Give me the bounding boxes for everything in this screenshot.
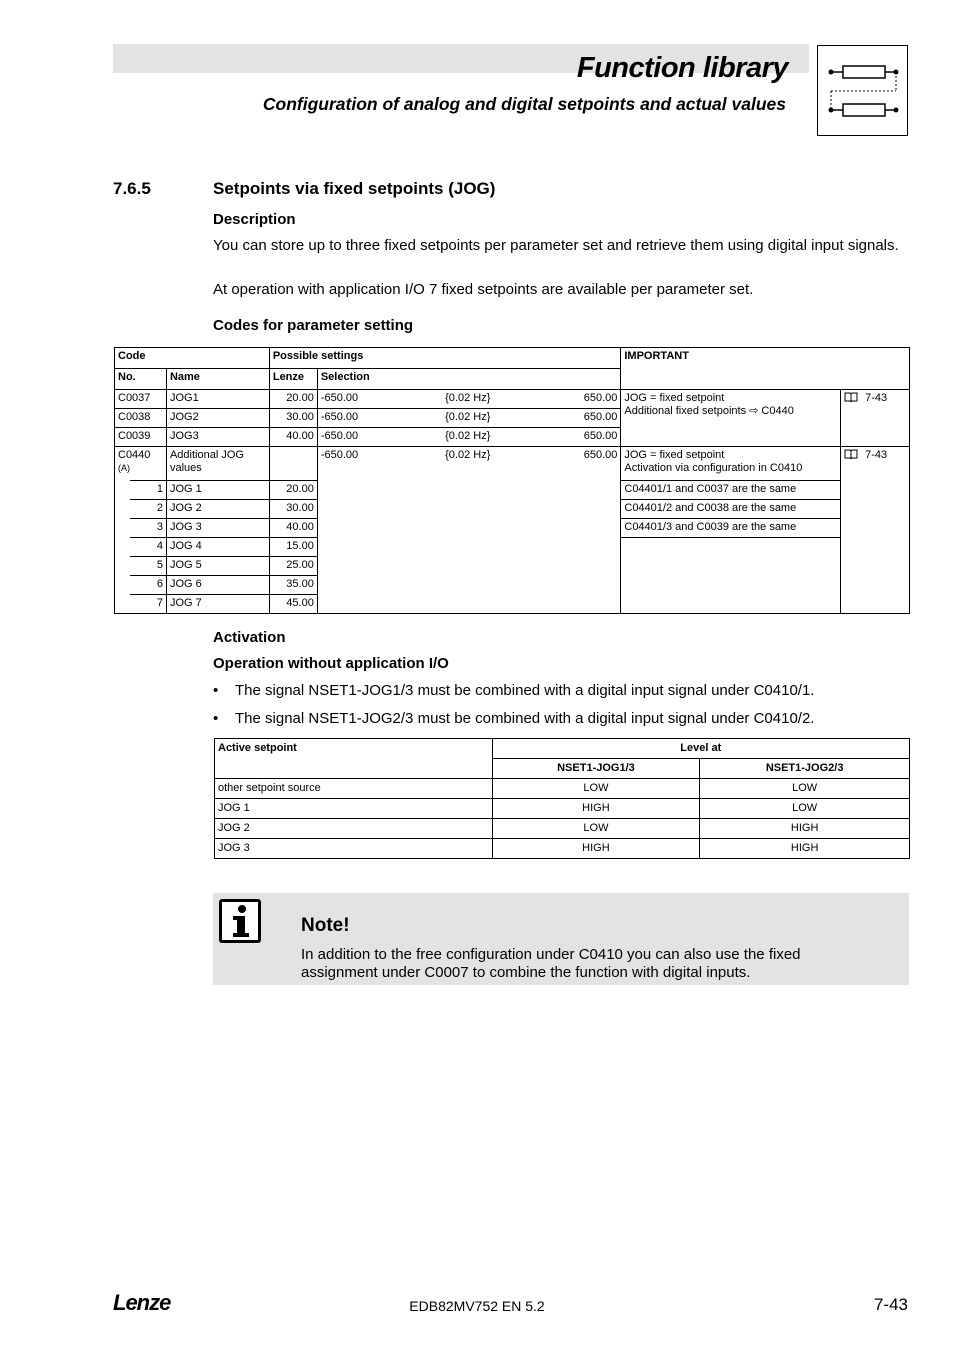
max-cell: 650.00 <box>512 409 621 428</box>
level-cell: LOW <box>492 779 700 799</box>
table-row <box>215 799 910 819</box>
important-cell <box>621 390 841 428</box>
table-row <box>115 481 910 500</box>
book-icon <box>844 449 858 463</box>
setpoint-cell: JOG 1 <box>215 799 493 819</box>
lenze-cell: 45.00 <box>269 595 317 614</box>
spacer-cell <box>115 481 131 500</box>
page-title: Function library <box>576 52 788 84</box>
table-row <box>215 779 910 799</box>
info-icon <box>219 899 261 943</box>
page-reference-cell <box>841 447 910 481</box>
index-cell: 1 <box>130 481 166 500</box>
setpoint-cell: JOG 3 <box>215 839 493 859</box>
header-active-setpoint: Active setpoint <box>215 739 493 779</box>
activation-bullet-list <box>213 682 909 737</box>
circuit-diagram-icon <box>817 45 908 136</box>
level-cell: HIGH <box>700 839 910 859</box>
lenze-cell: 40.00 <box>269 519 317 538</box>
index-cell: 5 <box>130 557 166 576</box>
level-cell: HIGH <box>492 839 700 859</box>
description-heading: Description <box>213 211 296 228</box>
page-subtitle: Configuration of analog and digital setpoints and actual values <box>262 94 786 114</box>
index-cell: 4 <box>130 538 166 557</box>
max-cell: 650.00 <box>512 428 621 447</box>
spacer-cell <box>115 519 131 538</box>
lenze-cell: 20.00 <box>269 390 317 409</box>
setpoint-cell: JOG 2 <box>215 819 493 839</box>
important-cell: C04401/2 and C0038 are the same <box>621 500 841 519</box>
min-cell: -650.00 <box>317 409 442 428</box>
lenze-cell: 35.00 <box>269 576 317 595</box>
lenze-logo: Lenze <box>113 1290 171 1315</box>
arrow-right-icon: ⇨ <box>749 405 759 417</box>
name-cell: JOG1 <box>166 390 269 409</box>
index-cell: 7 <box>130 595 166 614</box>
lenze-cell: 15.00 <box>269 538 317 557</box>
header-no: No. <box>115 369 167 390</box>
header-possible-settings: Possible settings <box>269 348 621 369</box>
lenze-cell: 30.00 <box>269 500 317 519</box>
level-cell: HIGH <box>492 799 700 819</box>
unit-cell: {0.02 Hz} <box>442 390 512 409</box>
description-paragraph-1: You can store up to three fixed setpoints per parameter set and retrieve them using digital input signals. <box>213 237 899 254</box>
table-row <box>115 447 910 481</box>
code-cell <box>115 447 167 481</box>
name-cell: JOG2 <box>166 409 269 428</box>
spacer-cell <box>115 557 131 576</box>
page-reference-cell <box>841 481 910 614</box>
lenze-cell: 40.00 <box>269 428 317 447</box>
unit-cell: {0.02 Hz} <box>442 409 512 428</box>
level-cell: LOW <box>700 779 910 799</box>
section-title: Setpoints via fixed setpoints (JOG) <box>213 179 496 198</box>
important-cell: C04401/3 and C0039 are the same <box>621 519 841 538</box>
spacer-cell <box>115 538 131 557</box>
level-cell: LOW <box>700 799 910 819</box>
spacer-cell <box>115 595 131 614</box>
page-reference-cell <box>841 390 910 447</box>
note-title: Note! <box>301 915 350 936</box>
code-subscript: (A) <box>118 463 130 473</box>
list-item: • The signal NSET1-JOG1/3 must be combined with a digital input signal under C0410/1. <box>213 682 909 700</box>
code-cell: C0039 <box>115 428 167 447</box>
header-nset1-jog1: NSET1-JOG1/3 <box>492 759 700 779</box>
name-cell: JOG 1 <box>166 481 269 500</box>
setpoint-cell: other setpoint source <box>215 779 493 799</box>
max-cell: 650.00 <box>512 390 621 409</box>
note-text: In addition to the free configuration under C0410 you can also use the fixed assignment under C0007 to combine the function with digital inputs. <box>301 946 801 981</box>
activation-heading: Activation <box>213 629 286 646</box>
important-line: JOG = fixed setpoint <box>624 392 725 404</box>
index-cell: 2 <box>130 500 166 519</box>
important-cell <box>621 538 841 614</box>
spacer-cell <box>115 576 131 595</box>
level-cell: HIGH <box>700 819 910 839</box>
name-cell: JOG 7 <box>166 595 269 614</box>
important-line: Activation via configuration in C0410 <box>624 462 803 474</box>
name-cell: JOG 2 <box>166 500 269 519</box>
page-reference: 7-43 <box>865 449 888 461</box>
code-cell: C0038 <box>115 409 167 428</box>
lenze-cell: 30.00 <box>269 409 317 428</box>
unit-cell: {0.02 Hz} <box>442 428 512 447</box>
max-cell: 650.00 <box>512 447 621 481</box>
min-cell: -650.00 <box>317 447 442 481</box>
min-cell: -650.00 <box>317 428 442 447</box>
header-nset1-jog2: NSET1-JOG2/3 <box>700 759 910 779</box>
name-cell: Additional JOG values <box>166 447 269 481</box>
table-row <box>115 428 910 447</box>
lenze-cell: 25.00 <box>269 557 317 576</box>
name-cell: JOG 5 <box>166 557 269 576</box>
header-level-at: Level at <box>492 739 909 759</box>
index-cell: 6 <box>130 576 166 595</box>
name-cell: JOG 4 <box>166 538 269 557</box>
book-icon <box>844 392 858 406</box>
important-cell <box>621 428 841 447</box>
header-lenze: Lenze <box>269 369 317 390</box>
index-cell: 3 <box>130 519 166 538</box>
min-cell: -650.00 <box>317 390 442 409</box>
section-number: 7.6.5 <box>113 179 151 198</box>
name-cell: JOG 3 <box>166 519 269 538</box>
spacer-cell <box>115 500 131 519</box>
lenze-cell <box>269 447 317 481</box>
table-row <box>115 390 910 409</box>
level-table <box>214 738 910 859</box>
unit-cell: {0.02 Hz} <box>442 447 512 481</box>
header-name: Name <box>166 369 269 390</box>
codes-heading: Codes for parameter setting <box>213 317 414 334</box>
document-id: EDB82MV752 EN 5.2 <box>409 1298 545 1314</box>
header-important: IMPORTANT <box>621 348 910 390</box>
table-row <box>215 839 910 859</box>
code-cell: C0037 <box>115 390 167 409</box>
important-cell: C04401/1 and C0037 are the same <box>621 481 841 500</box>
codes-table <box>114 347 910 614</box>
code-reference: C0440 <box>761 405 794 417</box>
important-line: Additional fixed setpoints <box>624 405 747 417</box>
activation-subheading: Operation without application I/O <box>213 655 449 672</box>
important-line: JOG = fixed setpoint <box>624 449 725 461</box>
table-row <box>215 819 910 839</box>
page-number: 7-43 <box>873 1295 908 1314</box>
important-cell <box>621 447 841 481</box>
description-paragraph-2: At operation with application I/O 7 fixed setpoints are available per parameter set. <box>213 281 754 298</box>
name-cell: JOG3 <box>166 428 269 447</box>
page-reference: 7-43 <box>865 392 888 404</box>
code-value: C0440 <box>118 449 151 461</box>
list-item: • The signal NSET1-JOG2/3 must be combined with a digital input signal under C0410/2. <box>213 710 909 728</box>
lenze-cell: 20.00 <box>269 481 317 500</box>
header-code: Code <box>115 348 270 369</box>
level-cell: LOW <box>492 819 700 839</box>
header-selection: Selection <box>317 369 621 390</box>
name-cell: JOG 6 <box>166 576 269 595</box>
selection-cell <box>317 481 621 614</box>
